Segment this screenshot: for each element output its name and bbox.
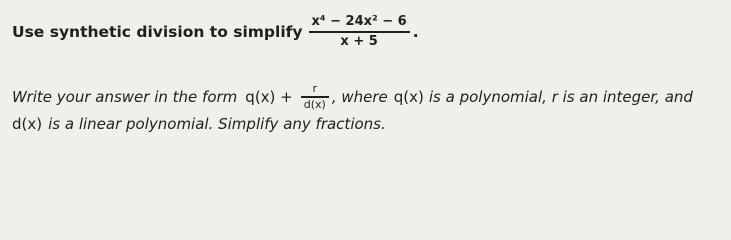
expression-denominator: x + 5 xyxy=(340,33,378,49)
answer-form-text: Write your answer in the form xyxy=(12,88,238,106)
where-text: , where xyxy=(331,88,388,106)
expression-period: . xyxy=(412,23,419,41)
expression-fraction xyxy=(309,15,410,49)
remainder-denominator: d(x) xyxy=(303,97,326,111)
remainder-fraction xyxy=(301,83,329,111)
form-quotient: q(x) + xyxy=(245,88,293,106)
expression-numerator: x⁴ − 24x² − 6 xyxy=(311,14,407,29)
linear-description: is a linear polynomial. Simplify any fractions. xyxy=(48,115,386,133)
answer-form-line xyxy=(12,84,693,110)
linear-line xyxy=(12,113,386,135)
instruction-text: Use synthetic division to simplify xyxy=(12,23,303,41)
q-of-x: q(x) xyxy=(393,88,424,106)
remainder-numerator: r xyxy=(312,82,318,96)
instruction-line xyxy=(12,12,419,52)
polynomial-description: is a polynomial, r is an integer, and xyxy=(428,88,693,106)
d-of-x: d(x) xyxy=(12,115,43,133)
